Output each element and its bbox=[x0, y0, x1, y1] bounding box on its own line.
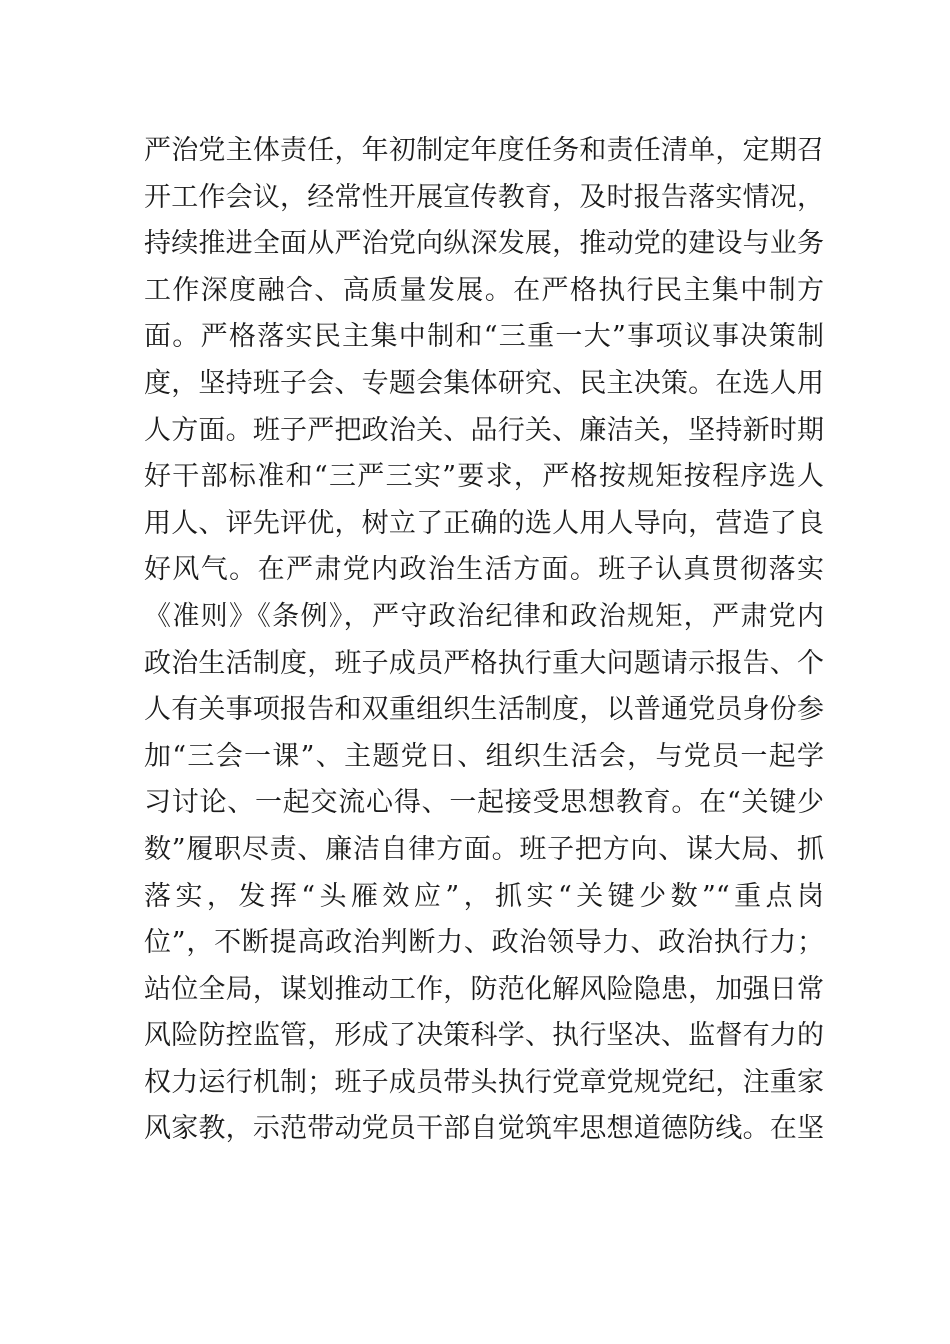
text-line: 《准则》《条例》，严守政治纪律和政治规矩，严肃党内 bbox=[144, 600, 824, 632]
text-line: 用人、评先评优，树立了正确的选人用人导向，营造了良 bbox=[144, 507, 824, 539]
text-line: 面。严格落实民主集中制和“三重一大”事项议事决策制 bbox=[144, 321, 824, 353]
text-line: 严治党主体责任，年初制定年度任务和责任清单，定期召 bbox=[144, 135, 824, 166]
text-line: 开工作会议，经常性开展宣传教育，及时报告落实情况， bbox=[144, 181, 824, 213]
text-line: 人有关事项报告和双重组织生活制度，以普通党员身份参 bbox=[144, 694, 824, 726]
text-line: 落实，发挥“头雁效应”，抓实“关键少数”“重点岗 bbox=[144, 880, 824, 912]
text-line: 权力运行机制；班子成员带头执行党章党规党纪，注重家 bbox=[144, 1066, 824, 1098]
text-line: 风家教，示范带动党员干部自觉筑牢思想道德防线。在坚 bbox=[144, 1113, 824, 1145]
text-line: 持续推进全面从严治党向纵深发展，推动党的建设与业务 bbox=[144, 228, 824, 260]
text-line: 好干部标准和“三严三实”要求，严格按规矩按程序选人 bbox=[144, 461, 824, 493]
text-line: 政治生活制度，班子成员严格执行重大问题请示报告、个 bbox=[144, 647, 824, 679]
text-line: 好风气。在严肃党内政治生活方面。班子认真贯彻落实 bbox=[144, 554, 824, 586]
text-line: 工作深度融合、高质量发展。在严格执行民主集中制方 bbox=[144, 274, 824, 306]
text-line: 度，坚持班子会、专题会集体研究、民主决策。在选人用 bbox=[144, 367, 824, 399]
text-line: 人方面。班子严把政治关、品行关、廉洁关，坚持新时期 bbox=[144, 414, 824, 446]
body-text bbox=[144, 128, 824, 1153]
text-line: 位”，不断提高政治判断力、政治领导力、政治执行力； bbox=[144, 927, 824, 959]
text-line: 站位全局，谋划推动工作，防范化解风险隐患，加强日常 bbox=[144, 973, 824, 1005]
text-line: 习讨论、一起交流心得、一起接受思想教育。在“关键少 bbox=[144, 787, 824, 819]
text-line: 加“三会一课”、主题党日、组织生活会，与党员一起学 bbox=[144, 740, 824, 772]
text-line: 数”履职尽责、廉洁自律方面。班子把方向、谋大局、抓 bbox=[144, 833, 824, 865]
text-line: 风险防控监管，形成了决策科学、执行坚决、监督有力的 bbox=[144, 1020, 824, 1052]
